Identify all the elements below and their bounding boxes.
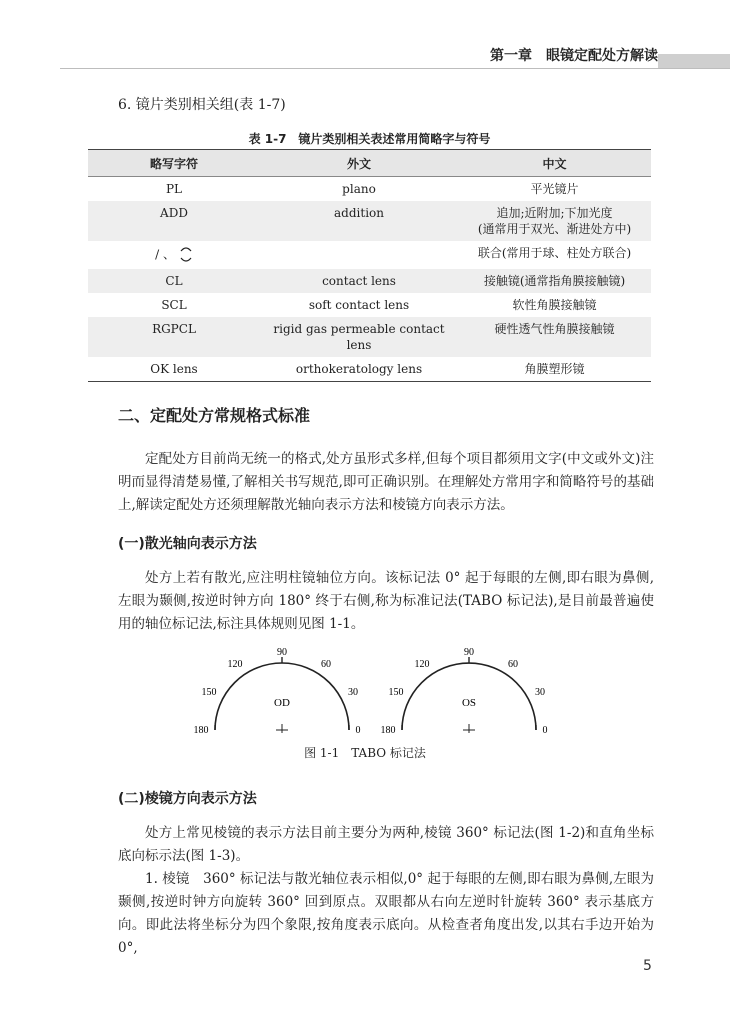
table-caption: 表 1-7 镜片类别相关表述常用简略字与符号 (248, 132, 491, 146)
os-tick-label-150: 150 (388, 687, 404, 698)
abbr-cell: RGPCL (88, 317, 260, 357)
chinese-line-2: (通常用于双光、渐进处方中) (477, 222, 632, 236)
foreign-cell (260, 241, 458, 269)
table-row (88, 241, 651, 269)
chinese-cell: 软性角膜接触镜 (512, 298, 597, 312)
os-tick-label-0: 0 (542, 725, 548, 736)
table-header-row (88, 150, 651, 177)
chapter-title: 第一章 眼镜定配处方解读 (490, 48, 658, 64)
subsection-2-paragraph-1: 处方上常见棱镜的表示方法目前主要分为两种,棱镜 360° 标记法(图 1-2)和直角坐标底向标示法(图 1-3)。 (118, 825, 654, 864)
od-tick-label-150: 150 (201, 687, 217, 698)
foreign-cell: plano (342, 182, 376, 196)
table-row (88, 293, 651, 317)
section-6-heading: 6. 镜片类别相关组(表 1-7) (118, 97, 286, 113)
chinese-line-1: 追加;近附加;下加光度 (496, 206, 613, 220)
abbr-cell (88, 241, 260, 269)
table-row (88, 201, 651, 241)
table-row (88, 269, 651, 293)
od-label: OD (274, 697, 290, 709)
chinese-cell: 角膜塑形镜 (458, 357, 651, 382)
header-bar (658, 54, 730, 68)
chinese-cell: 接触镜(通常指角膜接触镜) (458, 269, 651, 293)
od-tick-label-0: 0 (355, 725, 361, 736)
lens-abbreviation-table (88, 149, 651, 382)
subsection-1-paragraph: 处方上若有散光,应注明柱镜轴位方向。该标记法 0° 起于每眼的左侧,即右眼为鼻侧,左眼为颞侧,按逆时钟方向 180° 终于右侧,称为标准记法(TABO 标记法),是目前最普遍使用的轴位标记法,标注具体规则见图 1-1。 (118, 570, 654, 632)
foreign-cell: addition (260, 201, 458, 241)
abbr-cell: PL (165, 182, 183, 196)
od-tick-label-180: 180 (193, 725, 209, 736)
os-dial (381, 647, 548, 736)
foreign-cell: orthokeratology lens (260, 357, 458, 382)
table-row (88, 177, 651, 202)
subsection-2-paragraph-2: 1. 棱镜 360° 标记法与散光轴位表示相似,0° 起于每眼的左侧,即右眼为鼻侧,左眼为颞侧,按逆时钟方向旋转 360° 回到原点。双眼都从右向左逆时针旋转 360° 表示基底方向。即此法将坐标分为四个象限,按角度表示底向。从检查者角度出发,以其右手边开始为 0°, (118, 871, 654, 956)
od-tick-label-60: 60 (321, 659, 331, 670)
os-tick-label-120: 120 (414, 659, 430, 670)
os-tick-label-90: 90 (464, 647, 474, 658)
os-tick-label-180: 180 (380, 725, 396, 736)
table-header-abbr: 略写字符 (88, 150, 260, 177)
subsection-2-heading: (二)棱镜方向表示方法 (118, 791, 257, 807)
os-label: OS (461, 697, 477, 709)
od-tick-label-120: 120 (227, 659, 243, 670)
od-tick-label-30: 30 (348, 687, 358, 698)
figure-caption: 图 1-1 TABO 标记法 (304, 746, 426, 760)
section-2-heading: 二、定配处方常规格式标准 (118, 406, 311, 425)
foreign-cell: contact lens (260, 269, 458, 293)
os-tick-label-30: 30 (535, 687, 545, 698)
abbr-cell: ADD (88, 201, 260, 241)
header-rule (60, 68, 730, 69)
od-tick-label-90: 90 (277, 647, 287, 658)
abbr-cell: CL (88, 269, 260, 293)
section-2-intro: 定配处方目前尚无统一的格式,处方虽形式多样,但每个项目都须用文字(中文或外文)注明而显得清楚易懂,了解相关书写规范,即可正确识别。在理解处方常用字和简略符号的基础上,解读定配处方还须理解散光轴向表示方法和棱镜方向表示方法。 (118, 451, 654, 513)
tabo-diagram (190, 645, 560, 740)
foreign-cell: rigid gas permeable contact lens (260, 317, 458, 357)
table-header-chinese: 中文 (458, 150, 651, 177)
table-row (88, 357, 651, 382)
os-tick-label-60: 60 (508, 659, 518, 670)
join-bracket-icon (179, 245, 193, 265)
chinese-cell (458, 201, 651, 241)
abbr-cell: SCL (161, 298, 187, 312)
table-row (88, 317, 651, 357)
abbr-cell: OK lens (88, 357, 260, 382)
foreign-cell: soft contact lens (308, 298, 410, 312)
chinese-cell: 硬性透气性角膜接触镜 (458, 317, 651, 357)
table-header-foreign: 外文 (260, 150, 458, 177)
chinese-cell: 平光镜片 (530, 182, 579, 196)
page-number: 5 (643, 958, 652, 974)
subsection-1-heading: (一)散光轴向表示方法 (118, 536, 257, 552)
od-dial (194, 647, 361, 736)
chinese-cell: 联合(常用于球、柱处方联合) (477, 246, 632, 260)
abbr-text: / 、 (155, 247, 176, 262)
